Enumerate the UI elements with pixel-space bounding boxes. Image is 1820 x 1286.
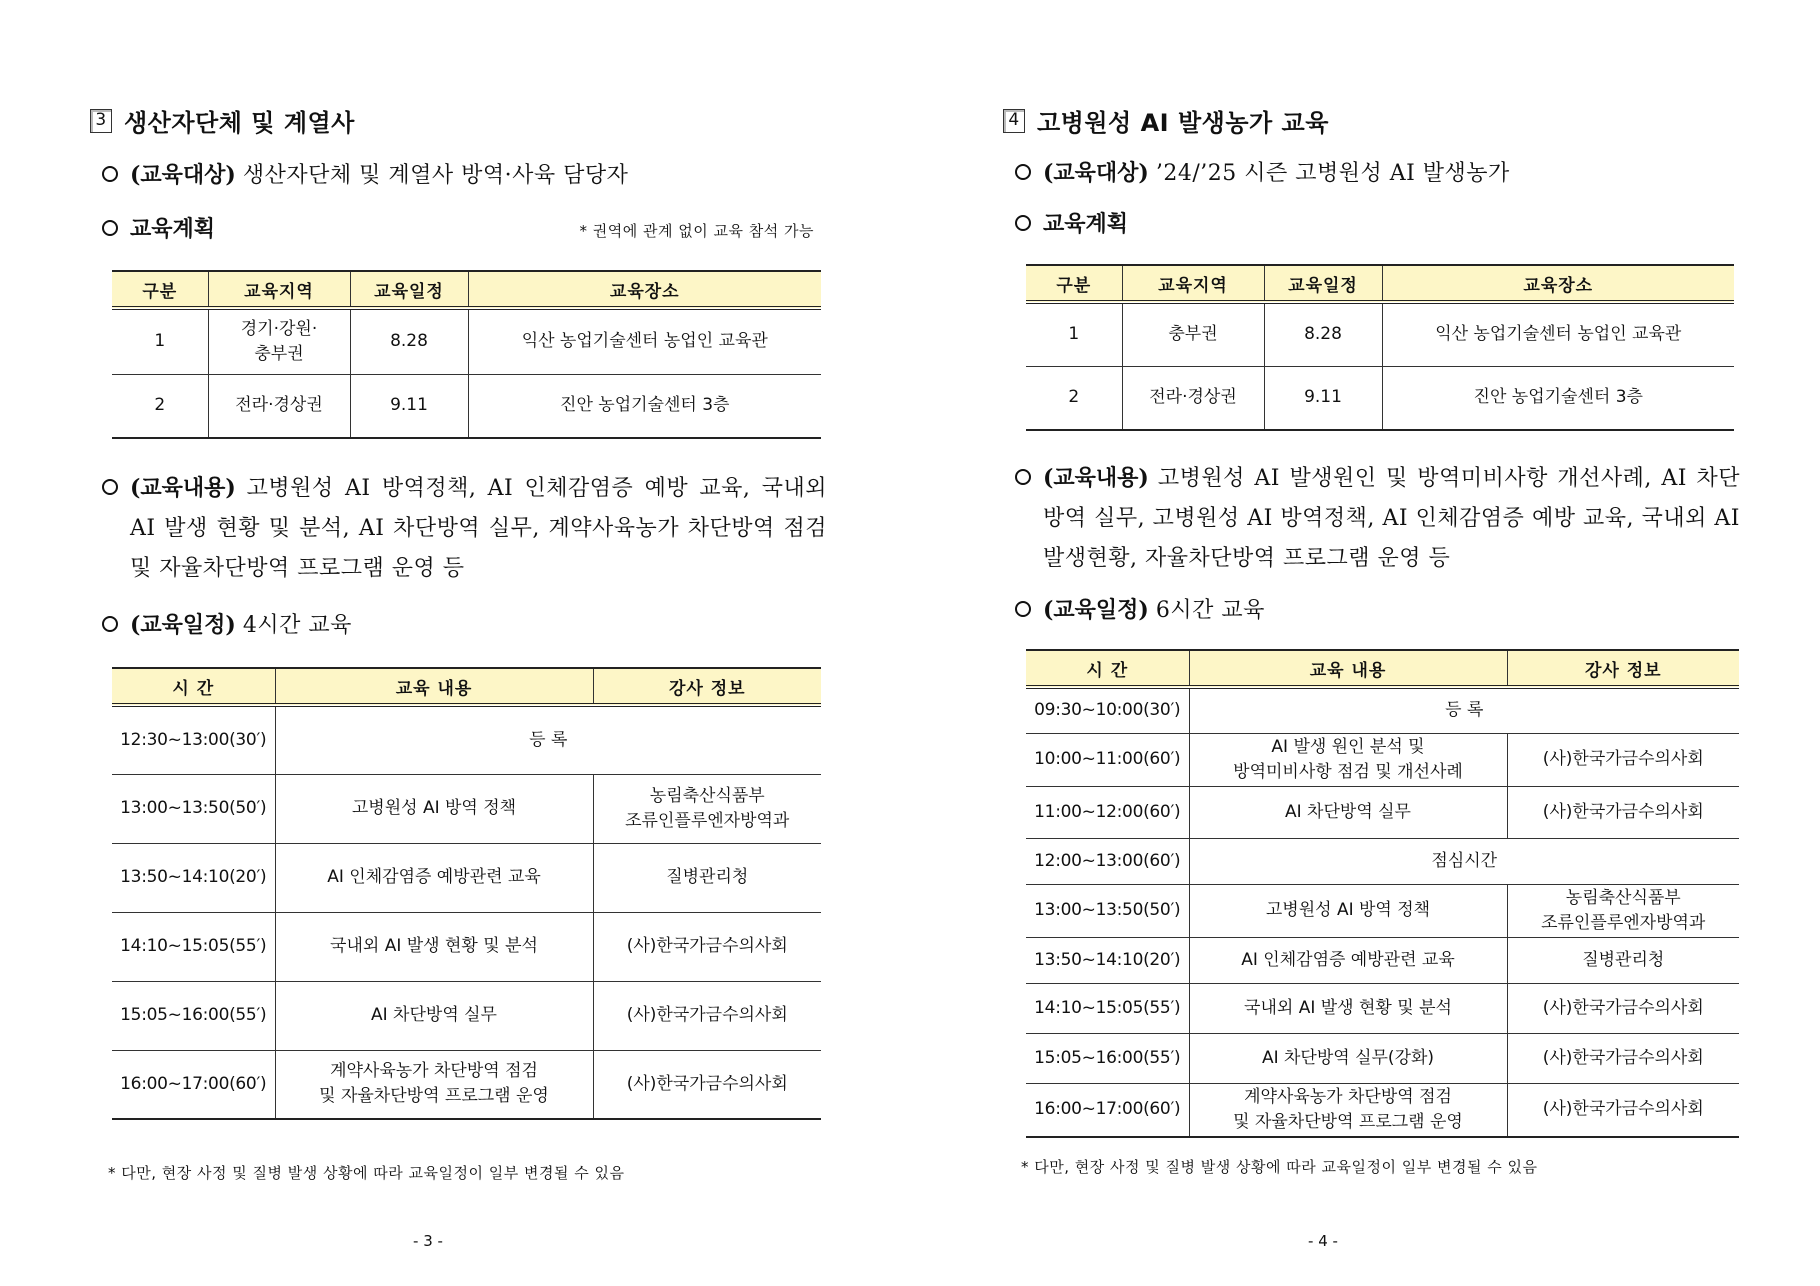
- table-cell: (사)한국가금수의사회: [1507, 1033, 1739, 1083]
- column-header: 강사 정보: [593, 668, 821, 705]
- plan-label: 교육계획: [1043, 211, 1129, 237]
- schedule-table-body: [1026, 687, 1739, 1137]
- table-cell: AI 인체감염증 예방관련 교육: [1189, 937, 1507, 983]
- column-header: 교육 내용: [1189, 650, 1507, 687]
- table-cell: 익산 농업기술센터 농업인 교육관: [468, 308, 821, 374]
- content-bullet: [102, 468, 827, 589]
- page-4: [1003, 0, 1743, 1286]
- table-cell: 16:00~17:00(60′): [1026, 1083, 1189, 1137]
- plan-table: [1026, 264, 1734, 431]
- column-header: 강사 정보: [1507, 650, 1739, 687]
- schedule-table-header: [1026, 650, 1739, 687]
- page-3: [90, 0, 830, 1286]
- table-cell: (사)한국가금수의사회: [1507, 786, 1739, 838]
- table-cell: 전라·경상권: [1122, 366, 1264, 430]
- plan-table: [112, 270, 821, 439]
- target-text: ’24/’25 시즌 고병원성 AI 발생농가: [1155, 161, 1510, 186]
- table-cell: 8.28: [350, 308, 468, 374]
- table-cell: 등 록: [1189, 687, 1739, 733]
- table-cell: 계약사육농가 차단방역 점검 및 자율차단방역 프로그램 운영: [275, 1050, 593, 1119]
- table-cell: 11:00~12:00(60′): [1026, 786, 1189, 838]
- table-cell: (사)한국가금수의사회: [1507, 1083, 1739, 1137]
- column-header: 교육일정: [350, 271, 468, 308]
- page-number: - 3 -: [413, 1232, 443, 1250]
- table-cell: (사)한국가금수의사회: [1507, 733, 1739, 786]
- schedule-table-body: [112, 705, 821, 1119]
- table-cell: (사)한국가금수의사회: [593, 981, 821, 1050]
- table-cell: 12:00~13:00(60′): [1026, 838, 1189, 884]
- table-cell: 농림축산식품부 조류인플루엔자방역과: [1507, 884, 1739, 937]
- plan-table-body: [1026, 302, 1734, 430]
- table-row: [1026, 1033, 1739, 1083]
- column-header: 시 간: [1026, 650, 1189, 687]
- table-cell: 국내외 AI 발생 현황 및 분석: [275, 912, 593, 981]
- table-row: [112, 1050, 821, 1119]
- section-number: 4: [1003, 109, 1025, 133]
- table-cell: AI 차단방역 실무: [1189, 786, 1507, 838]
- table-cell: 농림축산식품부 조류인플루엔자방역과: [593, 774, 821, 843]
- table-row: [1026, 1083, 1739, 1137]
- table-cell: AI 차단방역 실무(강화): [1189, 1033, 1507, 1083]
- content-label: (교육내용): [1043, 465, 1149, 491]
- table-cell: 14:10~15:05(55′): [112, 912, 275, 981]
- circle-bullet-icon: [1015, 164, 1031, 180]
- table-cell: AI 발생 원인 분석 및 방역미비사항 점검 및 개선사례: [1189, 733, 1507, 786]
- content-paragraph: [1015, 458, 1740, 579]
- section-title-text: 생산자단체 및 계열사: [124, 109, 355, 137]
- table-row: [1026, 366, 1734, 430]
- schedule-text: 4시간 교육: [242, 613, 352, 638]
- section-title: [1003, 103, 1329, 138]
- column-header: 구분: [112, 271, 208, 308]
- table-row: [112, 774, 821, 843]
- schedule-table: [1026, 649, 1739, 1138]
- table-cell: 1: [112, 308, 208, 374]
- circle-bullet-icon: [102, 479, 118, 495]
- table-cell: 09:30~10:00(30′): [1026, 687, 1189, 733]
- schedule-bullet: [102, 605, 827, 646]
- content-paragraph: [102, 468, 827, 589]
- table-cell: 점심시간: [1189, 838, 1739, 884]
- circle-bullet-icon: [1015, 469, 1031, 485]
- table-cell: 국내외 AI 발생 현황 및 분석: [1189, 983, 1507, 1033]
- target-bullet: [102, 155, 827, 196]
- table-row: [112, 308, 821, 374]
- table-row: [112, 374, 821, 438]
- schedule-text: 6시간 교육: [1155, 598, 1265, 623]
- table-cell: 9.11: [1264, 366, 1382, 430]
- column-header: 시 간: [112, 668, 275, 705]
- table-cell: 14:10~15:05(55′): [1026, 983, 1189, 1033]
- table-cell: 진안 농업기술센터 3층: [468, 374, 821, 438]
- table-row: [112, 981, 821, 1050]
- table-row: [1026, 786, 1739, 838]
- section-number: 3: [90, 109, 112, 133]
- table-cell: 13:50~14:10(20′): [112, 843, 275, 912]
- plan-table-header: [1026, 265, 1734, 302]
- content-text: 고병원성 AI 발생원인 및 방역미비사항 개선사례, AI 차단방역 실무, 고병원성 AI 방역정책, AI 인체감염증 예방 교육, 국내외 AI 발생현황, 자율차단방역 프로그램 운영 등: [1043, 466, 1740, 571]
- table-cell: 8.28: [1264, 302, 1382, 366]
- table-cell: 계약사육농가 차단방역 점검 및 자율차단방역 프로그램 운영: [1189, 1083, 1507, 1137]
- column-header: 교육장소: [468, 271, 821, 308]
- content-text: 고병원성 AI 방역정책, AI 인체감염증 예방 교육, 국내외 AI 발생 현황 및 분석, AI 차단방역 실무, 계약사육농가 차단방역 점검 및 자율차단방역 프로그램 운영 등: [130, 476, 827, 581]
- section-title-text: 고병원성 AI 발생농가 교육: [1037, 109, 1329, 137]
- table-cell: (사)한국가금수의사회: [1507, 983, 1739, 1033]
- target-bullet: [1015, 153, 1740, 194]
- footnote: * 다만, 현장 사정 및 질병 발생 상황에 따라 교육일정이 일부 변경될 수 있음: [108, 1164, 625, 1182]
- table-cell: AI 인체감염증 예방관련 교육: [275, 843, 593, 912]
- table-row: [1026, 733, 1739, 786]
- circle-bullet-icon: [102, 616, 118, 632]
- plan-bullet: [1015, 204, 1740, 245]
- target-label: (교육대상): [130, 162, 236, 188]
- table-cell: (사)한국가금수의사회: [593, 912, 821, 981]
- page-number: - 4 -: [1308, 1232, 1338, 1250]
- column-header: 교육지역: [1122, 265, 1264, 302]
- table-cell: 경기·강원· 충부권: [208, 308, 350, 374]
- schedule-label: (교육일정): [130, 612, 236, 638]
- table-cell: 질병관리청: [593, 843, 821, 912]
- table-row: [112, 843, 821, 912]
- table-cell: (사)한국가금수의사회: [593, 1050, 821, 1119]
- table-row: [1026, 884, 1739, 937]
- table-row: [1026, 687, 1739, 733]
- table-cell: 9.11: [350, 374, 468, 438]
- table-cell: 등 록: [275, 705, 821, 774]
- table-cell: 16:00~17:00(60′): [112, 1050, 275, 1119]
- column-header: 교육지역: [208, 271, 350, 308]
- table-row: [1026, 983, 1739, 1033]
- table-cell: 13:00~13:50(50′): [1026, 884, 1189, 937]
- plan-label: 교육계획: [130, 216, 216, 242]
- table-row: [1026, 302, 1734, 366]
- table-cell: 13:00~13:50(50′): [112, 774, 275, 843]
- table-cell: 질병관리청: [1507, 937, 1739, 983]
- table-cell: 고병원성 AI 방역 정책: [275, 774, 593, 843]
- table-row: [1026, 838, 1739, 884]
- column-header: 구분: [1026, 265, 1122, 302]
- table-cell: 1: [1026, 302, 1122, 366]
- table-cell: AI 차단방역 실무: [275, 981, 593, 1050]
- target-label: (교육대상): [1043, 160, 1149, 186]
- column-header: 교육 내용: [275, 668, 593, 705]
- circle-bullet-icon: [1015, 601, 1031, 617]
- table-row: [112, 705, 821, 774]
- circle-bullet-icon: [102, 220, 118, 236]
- schedule-table: [112, 667, 821, 1120]
- table-cell: 15:05~16:00(55′): [112, 981, 275, 1050]
- table-cell: 고병원성 AI 방역 정책: [1189, 884, 1507, 937]
- footnote: * 다만, 현장 사정 및 질병 발생 상황에 따라 교육일정이 일부 변경될 수 있음: [1021, 1158, 1538, 1176]
- content-bullet: [1015, 458, 1740, 579]
- table-cell: 2: [1026, 366, 1122, 430]
- table-row: [112, 912, 821, 981]
- table-cell: 익산 농업기술센터 농업인 교육관: [1382, 302, 1734, 366]
- table-row: [1026, 937, 1739, 983]
- table-cell: 15:05~16:00(55′): [1026, 1033, 1189, 1083]
- plan-table-header: [112, 271, 821, 308]
- schedule-bullet: [1015, 590, 1740, 631]
- circle-bullet-icon: [1015, 215, 1031, 231]
- content-label: (교육내용): [130, 475, 236, 501]
- column-header: 교육장소: [1382, 265, 1734, 302]
- table-cell: 13:50~14:10(20′): [1026, 937, 1189, 983]
- column-header: 교육일정: [1264, 265, 1382, 302]
- table-cell: 진안 농업기술센터 3층: [1382, 366, 1734, 430]
- table-cell: 충부권: [1122, 302, 1264, 366]
- target-text: 생산자단체 및 계열사 방역·사육 담당자: [242, 163, 629, 188]
- table-cell: 10:00~11:00(60′): [1026, 733, 1189, 786]
- section-title: [90, 103, 355, 138]
- schedule-table-header: [112, 668, 821, 705]
- circle-bullet-icon: [102, 166, 118, 182]
- plan-note: * 권역에 관계 없이 교육 참석 가능: [579, 222, 814, 240]
- table-cell: 전라·경상권: [208, 374, 350, 438]
- plan-table-body: [112, 308, 821, 438]
- schedule-label: (교육일정): [1043, 597, 1149, 623]
- table-cell: 12:30~13:00(30′): [112, 705, 275, 774]
- table-cell: 2: [112, 374, 208, 438]
